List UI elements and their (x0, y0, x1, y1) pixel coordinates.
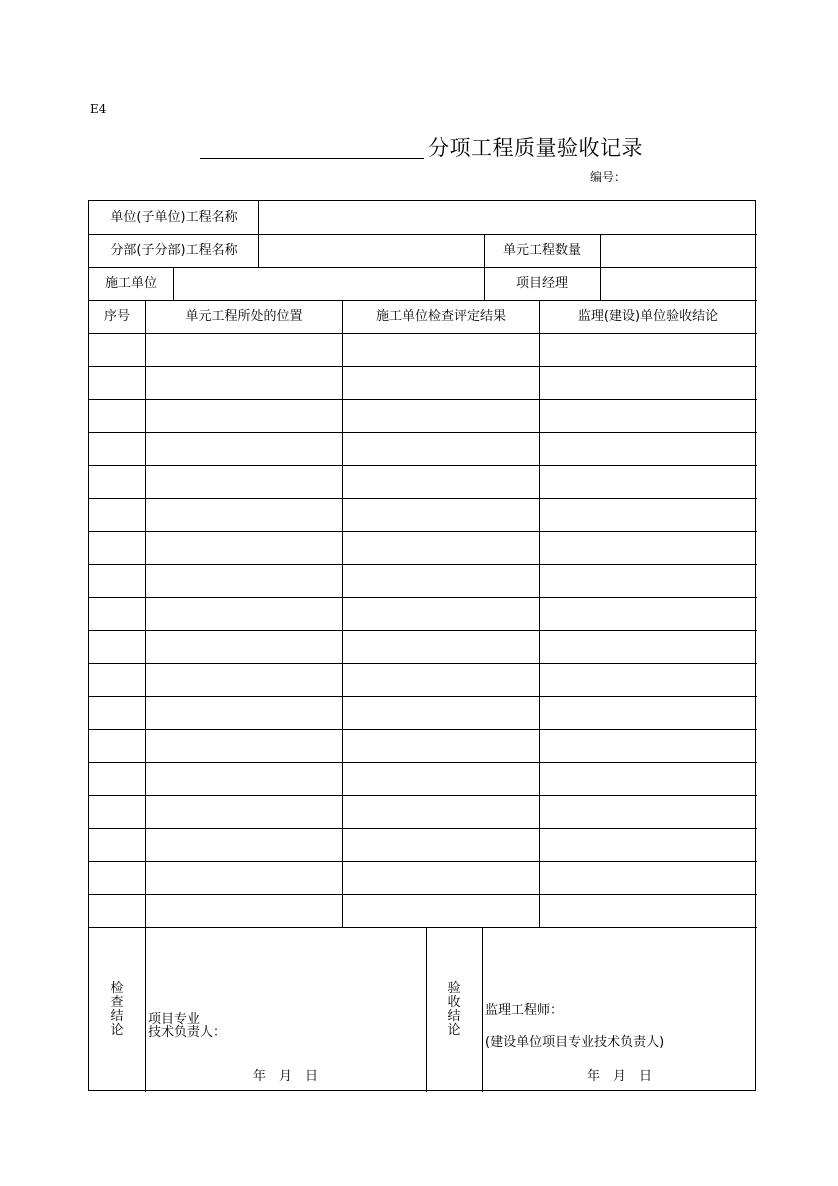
form-code: E4 (90, 102, 107, 116)
table-row-divider (89, 828, 757, 829)
unit-project-name-label: 单位(子单位)工程名称 (110, 210, 238, 225)
check-signer-line1: 项目专业 (148, 1012, 201, 1027)
check-signer-line2: 技术负责人： (148, 1025, 227, 1040)
page-title: 分项工程质量验收记录 (428, 136, 643, 160)
table-row-divider (89, 432, 757, 433)
table-row-divider (89, 663, 757, 664)
table-row-divider (89, 762, 757, 763)
table-row-divider (89, 894, 757, 895)
header-serial-no: 序号 (103, 309, 131, 324)
col-divider (539, 300, 540, 927)
serial-number-label: 编号： (590, 170, 627, 184)
construction-unit-label: 施工单位 (104, 276, 158, 291)
table-row-divider (89, 399, 757, 400)
row-divider (89, 333, 757, 334)
row-divider (89, 267, 757, 268)
check-date: 年 月 日 (253, 1069, 319, 1084)
col-divider (482, 927, 483, 1092)
acceptance-date: 年 月 日 (587, 1069, 653, 1084)
table-row-divider (89, 366, 757, 367)
table-row-divider (89, 729, 757, 730)
table-row-divider (89, 795, 757, 796)
table-row-divider (89, 597, 757, 598)
header-construction-check-result: 施工单位检查评定结果 (375, 309, 507, 324)
table-row-divider (89, 927, 757, 928)
row-divider (89, 234, 757, 235)
title-fill-line (200, 158, 424, 159)
table-row-divider (89, 498, 757, 499)
owner-technical-lead-note: (建设单位项目专业技术负责人) (485, 1035, 665, 1050)
table-row-divider (89, 465, 757, 466)
col-divider (258, 201, 259, 267)
table-row-divider (89, 564, 757, 565)
inspection-record-table (88, 200, 756, 1091)
sub-project-name-label: 分部(子分部)工程名称 (110, 243, 238, 258)
col-divider (600, 234, 601, 300)
col-divider (484, 234, 485, 300)
table-row-divider (89, 531, 757, 532)
unit-engineering-count-label: 单元工程数量 (502, 243, 582, 258)
table-row-divider (89, 696, 757, 697)
col-divider (173, 267, 174, 300)
project-manager-label: 项目经理 (515, 276, 569, 291)
supervising-engineer-label: 监理工程师： (485, 1003, 564, 1018)
header-supervision-conclusion: 监理(建设)单位验收结论 (577, 309, 719, 324)
header-unit-location: 单元工程所处的位置 (185, 309, 303, 324)
acceptance-conclusion-label: 验收结论 (447, 981, 461, 1038)
table-row-divider (89, 861, 757, 862)
row-divider (89, 300, 757, 301)
table-row-divider (89, 630, 757, 631)
col-divider (342, 300, 343, 927)
col-divider (145, 300, 146, 1092)
col-divider (426, 927, 427, 1092)
check-conclusion-label: 检查结论 (110, 981, 124, 1038)
